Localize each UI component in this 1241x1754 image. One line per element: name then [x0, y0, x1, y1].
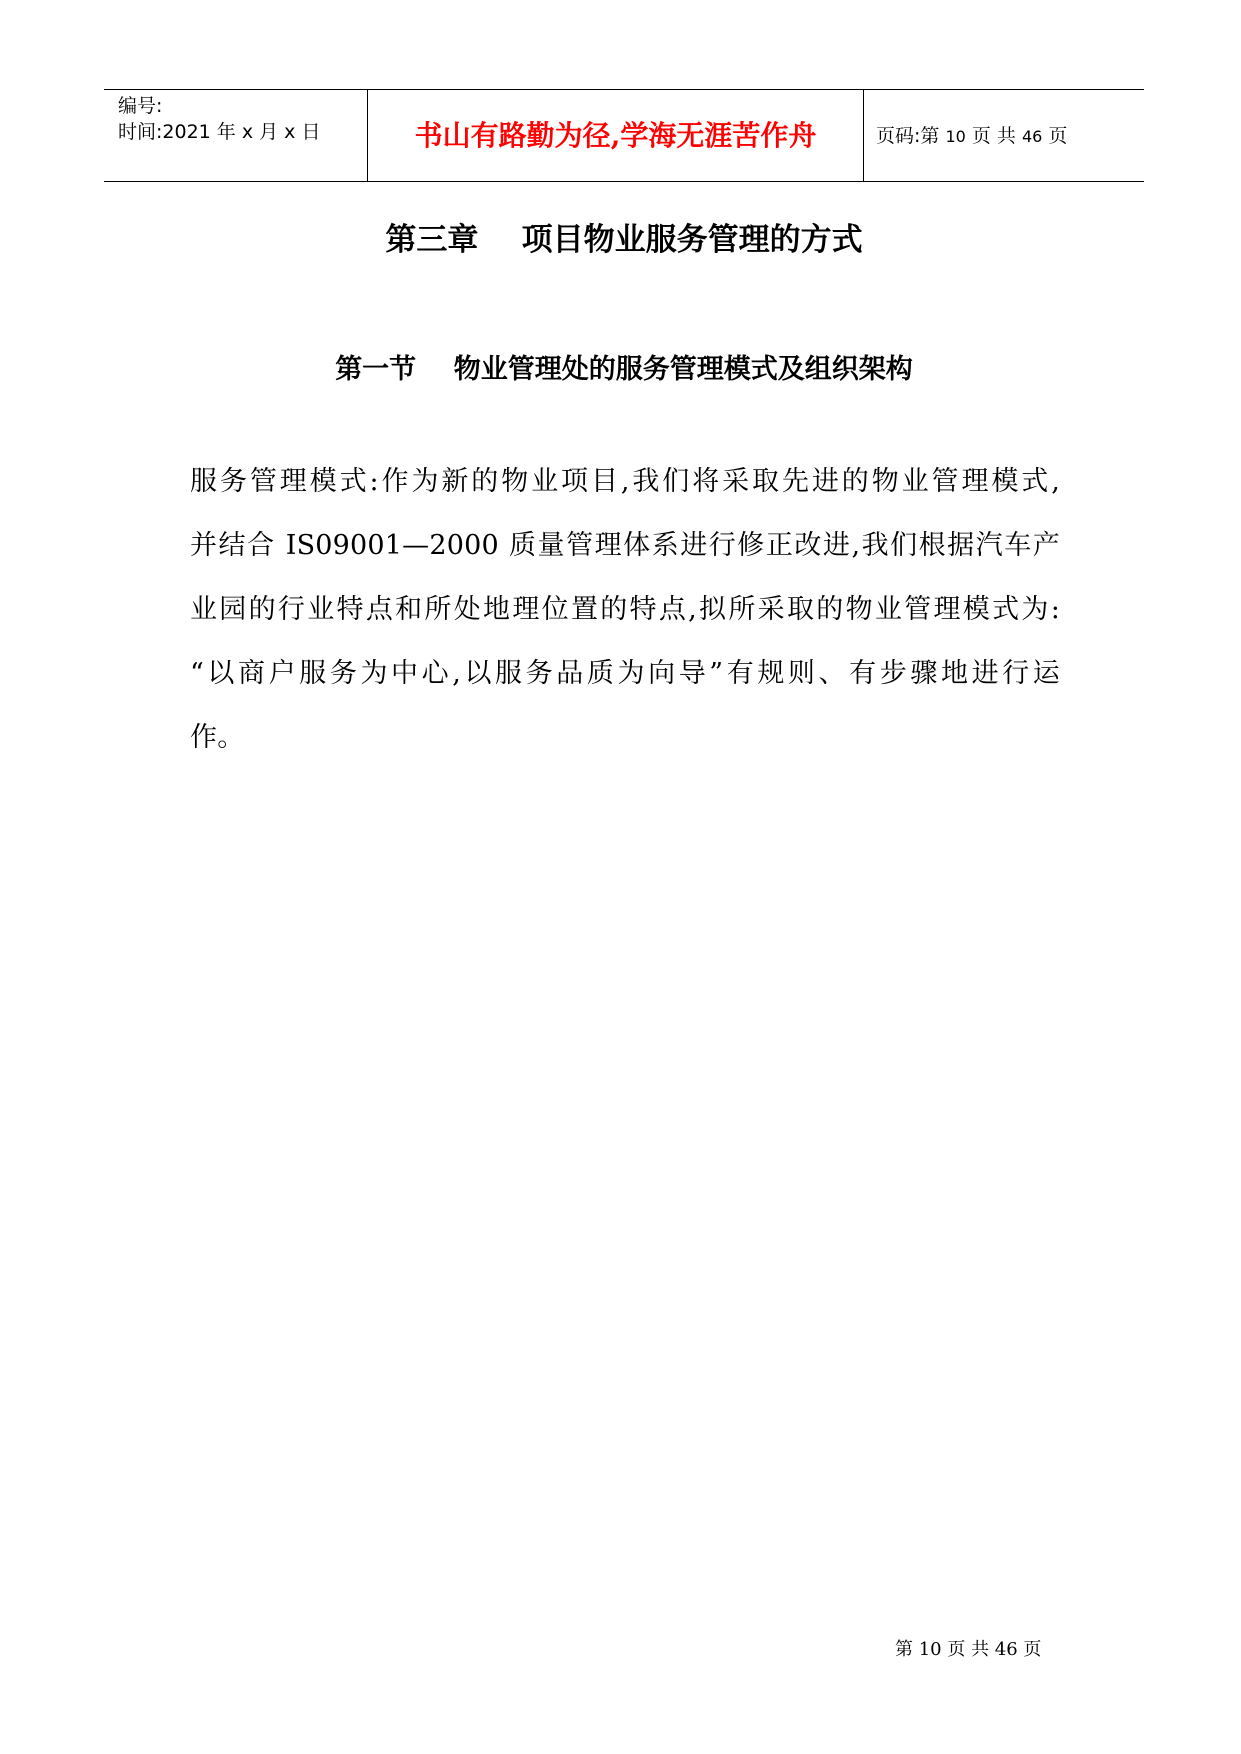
- page-suffix: 页: [1042, 125, 1068, 147]
- section-title: 第一节 物业管理处的服务管理模式及组织架构: [335, 354, 913, 385]
- page-header: [104, 89, 1144, 182]
- paragraph-line: 作。: [190, 722, 245, 753]
- page-prefix: 页码:第: [876, 125, 946, 147]
- document-number-label: 编号:: [118, 95, 163, 117]
- page-footer: 第 10 页 共 46 页: [895, 1639, 1042, 1660]
- paragraph-line: 服务管理模式:作为新的物业项目,我们将采取先进的物业管理模式,: [190, 466, 1060, 497]
- paragraph-line: “以商户服务为中心,以服务品质为向导”有规则、有步骤地进行运: [190, 658, 1060, 689]
- chapter-title: 第三章 项目物业服务管理的方式: [385, 222, 863, 258]
- page-total: 46: [1021, 127, 1043, 146]
- page-current: 10: [945, 127, 966, 146]
- paragraph-line: 并结合 IS09001—2000 质量管理体系进行修正改进,我们根据汽车产: [190, 530, 1060, 561]
- body-paragraph: [190, 450, 1060, 770]
- document-time-label: 时间:2021 年 x 月 x 日: [118, 121, 321, 143]
- header-motto-cell: [368, 90, 864, 181]
- page-mid: 页 共: [965, 125, 1022, 147]
- header-meta-cell: [104, 90, 368, 181]
- header-motto: 书山有路勤为径,学海无涯苦作舟: [414, 119, 817, 152]
- header-page-cell: [864, 90, 1144, 181]
- paragraph-line: 业园的行业特点和所处地理位置的特点,拟所采取的物业管理模式为:: [190, 594, 1060, 625]
- header-page-number: [876, 123, 1067, 150]
